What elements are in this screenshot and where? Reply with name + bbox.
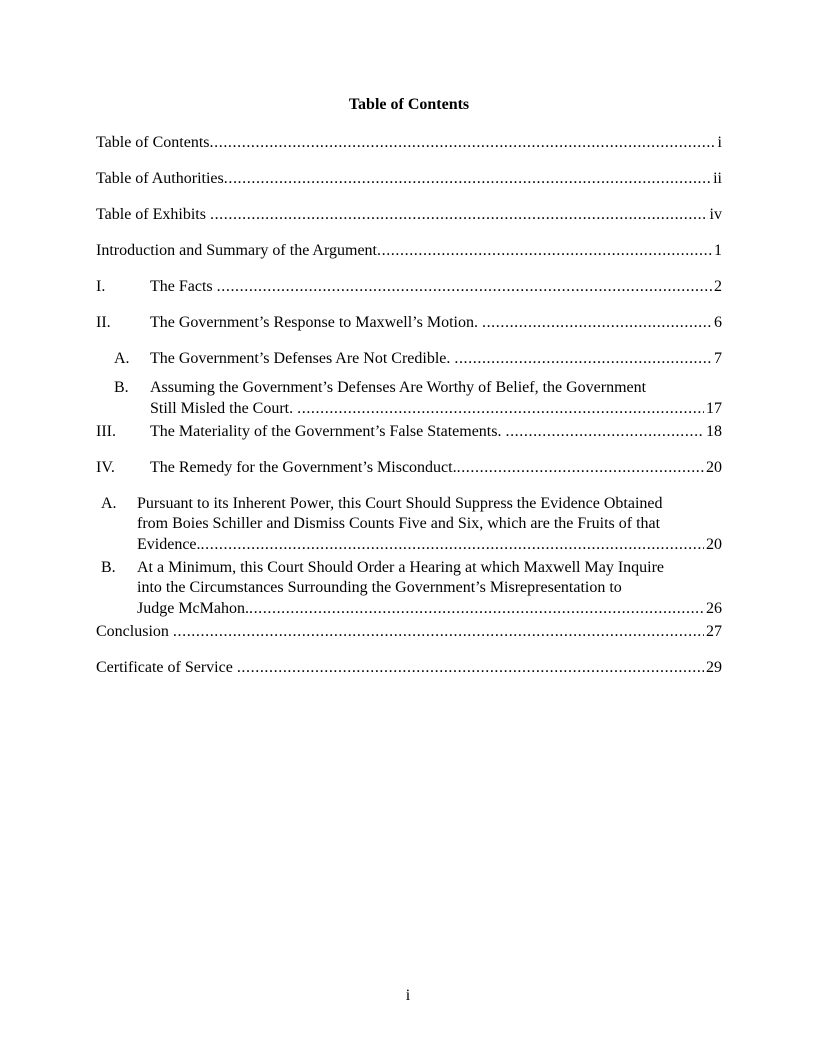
toc-entry-last-line <box>150 399 722 420</box>
toc-heading: Table of Contents <box>348 96 470 113</box>
toc-entry-text: Evidence. <box>137 535 201 553</box>
toc-entry-body <box>150 422 722 443</box>
toc-entry-page: ii <box>713 169 722 187</box>
toc-entry-page: i <box>717 133 722 151</box>
toc-entry-label: B. <box>114 379 129 396</box>
toc-entry-last-line <box>96 169 722 190</box>
toc-entry-page: 29 <box>706 658 722 676</box>
toc-entry-body <box>150 277 722 298</box>
toc-entry-page: 6 <box>714 313 722 331</box>
toc-entry-label: A. <box>114 349 130 367</box>
dot-leader <box>454 349 712 370</box>
toc-entry-page: 26 <box>706 599 722 617</box>
toc-entry-text: Still Misled the Court. <box>150 399 298 417</box>
toc-entry <box>96 622 722 643</box>
toc-entry <box>96 241 722 262</box>
toc-entry-text: Certificate of Service <box>96 658 237 676</box>
toc-list <box>96 133 722 679</box>
toc-entry-last-line <box>150 349 722 370</box>
toc-entry-body <box>96 205 722 226</box>
toc-entry-text: The Remedy for the Government’s Misconduct. <box>150 458 457 476</box>
toc-entry-page: 7 <box>714 349 722 367</box>
toc-entry-body <box>150 378 722 419</box>
toc-entry-body <box>150 458 722 479</box>
toc-entry-page: 20 <box>706 458 722 476</box>
toc-entry-text: Table of Exhibits <box>96 205 210 223</box>
toc-entry-text: Table of Contents <box>96 133 210 151</box>
toc-entry-body <box>96 658 722 679</box>
toc-entry-text: The Materiality of the Government’s False Statements. <box>150 422 506 440</box>
toc-entry-last-line <box>137 535 722 556</box>
toc-entry-page: iv <box>709 205 722 223</box>
toc-entry-last-line <box>150 277 722 298</box>
dot-leader <box>173 622 704 643</box>
toc-entry-last-line <box>96 241 722 262</box>
dot-leader <box>297 399 704 420</box>
toc-entry <box>96 494 722 556</box>
dot-leader <box>237 658 704 679</box>
toc-entry <box>96 378 722 419</box>
dot-leader <box>505 422 704 443</box>
toc-entry <box>96 277 722 298</box>
dot-leader <box>217 277 712 298</box>
toc-entry-text: Conclusion <box>96 622 173 640</box>
toc-entry-last-line <box>150 458 722 479</box>
toc-entry-line: Assuming the Government’s Defenses Are Worthy of Belief, the Government <box>150 379 647 396</box>
toc-entry-label: II. <box>96 313 111 331</box>
toc-entry-body <box>137 558 722 620</box>
toc-entry <box>96 658 722 679</box>
toc-entry-body <box>137 494 722 556</box>
toc-entry-last-line <box>150 313 722 334</box>
toc-entry-label: I. <box>96 277 106 295</box>
toc-entry-page: 20 <box>706 535 722 553</box>
toc-entry <box>96 205 722 226</box>
toc-entry-page: 27 <box>706 622 722 640</box>
dot-leader <box>224 169 711 190</box>
dot-leader <box>482 313 712 334</box>
toc-entry-line: At a Minimum, this Court Should Order a Hearing at which Maxwell May Inquire <box>137 558 665 576</box>
page-number-footer: i <box>405 987 411 1004</box>
toc-entry-text: The Government’s Response to Maxwell’s Motion. <box>150 313 482 331</box>
dot-leader <box>210 205 708 226</box>
toc-entry-text: Table of Authorities <box>96 169 224 187</box>
toc-entry-last-line <box>96 658 722 679</box>
toc-entry-last-line <box>96 205 722 226</box>
toc-entry <box>96 422 722 443</box>
dot-leader <box>457 458 704 479</box>
toc-entry-label: III. <box>96 422 116 440</box>
toc-entry-page: 1 <box>714 241 722 259</box>
toc-entry <box>96 558 722 620</box>
dot-leader <box>201 535 704 556</box>
toc-entry-text: Judge McMahon. <box>137 599 249 617</box>
toc-entry-body <box>96 133 722 154</box>
toc-entry-line: Pursuant to its Inherent Power, this Court Should Suppress the Evidence Obtained <box>137 494 663 512</box>
toc-entry-last-line <box>96 133 722 154</box>
toc-entry-label: IV. <box>96 458 115 476</box>
toc-entry-page: 17 <box>706 399 722 417</box>
toc-entry-page: 18 <box>706 422 722 440</box>
toc-entry-body <box>150 349 722 370</box>
toc-entry-text: The Facts <box>150 277 217 295</box>
toc-entry-line: from Boies Schiller and Dismiss Counts Five and Six, which are the Fruits of that <box>137 515 661 532</box>
toc-entry-page: 2 <box>714 277 722 295</box>
toc-entry-body <box>96 241 722 262</box>
toc-entry <box>96 458 722 479</box>
toc-entry-body <box>96 169 722 190</box>
toc-entry <box>96 349 722 370</box>
toc-entry-label: A. <box>101 494 117 512</box>
toc-entry-line: into the Circumstances Surrounding the Government’s Misrepresentation to <box>137 579 622 596</box>
toc-entry-last-line <box>150 422 722 443</box>
dot-leader <box>210 133 716 154</box>
toc-entry-body <box>150 313 722 334</box>
toc-entry-body <box>96 622 722 643</box>
toc-entry <box>96 169 722 190</box>
toc-entry-text: Introduction and Summary of the Argument <box>96 241 377 259</box>
dot-leader <box>249 599 704 620</box>
dot-leader <box>377 241 712 262</box>
toc-entry <box>96 133 722 154</box>
toc-entry-text: The Government’s Defenses Are Not Credible. <box>150 349 455 367</box>
toc-entry <box>96 313 722 334</box>
toc-entry-label: B. <box>101 558 116 576</box>
toc-entry-last-line <box>137 599 722 620</box>
toc-entry-last-line <box>96 622 722 643</box>
